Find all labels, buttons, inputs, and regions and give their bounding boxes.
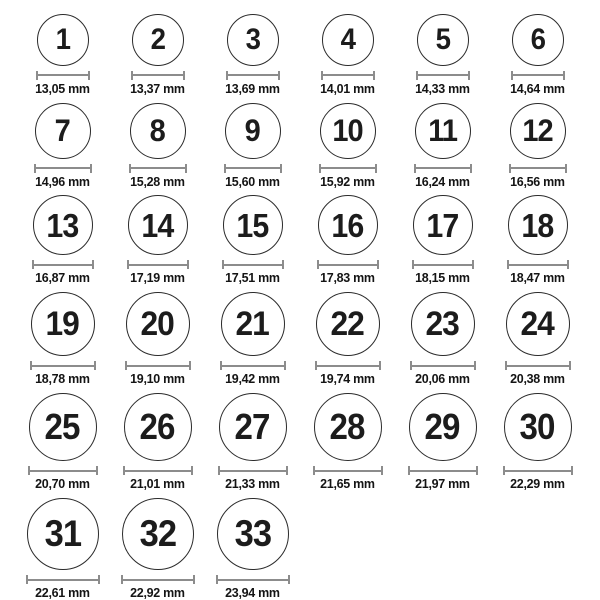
- diameter-label: 20,38 mm: [510, 371, 565, 387]
- ring-size-number: 19: [45, 305, 80, 344]
- ring-circle: [409, 393, 477, 461]
- ring-circle: [122, 498, 194, 570]
- ring-size-item: [490, 291, 585, 386]
- diameter-ruler: [123, 466, 193, 475]
- diameter-label: 22,61 mm: [35, 585, 90, 600]
- ring-circle: [417, 14, 469, 66]
- ring-size-item: [110, 497, 205, 600]
- ring-size-number: 18: [521, 206, 554, 244]
- ring-size-item: [300, 102, 395, 189]
- diameter-label: 18,15 mm: [415, 270, 470, 286]
- diameter-label: 17,19 mm: [130, 270, 185, 286]
- ring-size-number: 3: [245, 22, 260, 56]
- ring-size-number: 15: [236, 206, 269, 244]
- diameter-label: 21,65 mm: [320, 476, 375, 492]
- ring-circle: [225, 103, 281, 159]
- ring-size-number: 9: [244, 111, 261, 148]
- ring-size-number: 23: [425, 305, 460, 344]
- diameter-label: 15,28 mm: [130, 173, 185, 189]
- diameter-label: 19,10 mm: [130, 371, 185, 387]
- ring-circle: [223, 195, 283, 255]
- ring-size-number: 29: [424, 406, 460, 448]
- diameter-label: 14,33 mm: [415, 80, 470, 96]
- diameter-label: 15,92 mm: [320, 173, 375, 189]
- ring-size-number: 12: [522, 111, 553, 148]
- diameter-label: 14,64 mm: [510, 80, 565, 96]
- ring-size-number: 8: [149, 111, 166, 148]
- diameter-label: 21,33 mm: [225, 476, 280, 492]
- ring-size-item: [205, 102, 300, 189]
- diameter-ruler: [321, 71, 375, 80]
- ring-circle: [132, 14, 184, 66]
- diameter-label: 20,06 mm: [415, 371, 470, 387]
- diameter-label: 23,94 mm: [225, 585, 280, 600]
- diameter-ruler: [32, 260, 94, 269]
- diameter-ruler: [511, 71, 565, 80]
- ring-circle: [29, 393, 97, 461]
- ring-size-item: [15, 291, 110, 386]
- diameter-ruler: [410, 361, 476, 370]
- ring-size-item: [15, 195, 110, 286]
- diameter-ruler: [505, 361, 571, 370]
- diameter-label: 17,83 mm: [320, 270, 375, 286]
- diameter-ruler: [34, 164, 92, 173]
- diameter-label: 22,92 mm: [130, 585, 185, 600]
- diameter-ruler: [30, 361, 96, 370]
- ring-circle: [27, 498, 99, 570]
- ring-size-number: 21: [235, 305, 270, 344]
- ring-size-number: 13: [46, 206, 79, 244]
- diameter-label: 14,01 mm: [320, 80, 375, 96]
- ring-size-item: [205, 392, 300, 491]
- diameter-ruler: [503, 466, 573, 475]
- ring-circle: [411, 292, 475, 356]
- diameter-ruler: [317, 260, 379, 269]
- ring-circle: [506, 292, 570, 356]
- ring-size-item: [300, 13, 395, 96]
- ring-size-number: 6: [530, 22, 545, 56]
- ring-circle: [128, 195, 188, 255]
- ring-circle: [33, 195, 93, 255]
- ring-circle: [508, 195, 568, 255]
- ring-circle: [35, 103, 91, 159]
- diameter-ruler: [412, 260, 474, 269]
- ring-circle: [37, 14, 89, 66]
- ring-circle: [510, 103, 566, 159]
- ring-size-item: [205, 195, 300, 286]
- ring-size-number: 31: [44, 512, 81, 555]
- ring-size-item: [110, 392, 205, 491]
- ring-circle: [221, 292, 285, 356]
- ring-circle: [126, 292, 190, 356]
- ring-size-item: [205, 13, 300, 96]
- diameter-ruler: [131, 71, 185, 80]
- ring-size-number: 5: [435, 22, 450, 56]
- diameter-ruler: [414, 164, 472, 173]
- ring-circle: [314, 393, 382, 461]
- diameter-label: 16,24 mm: [415, 173, 470, 189]
- ring-size-number: 20: [140, 305, 175, 344]
- ring-size-number: 26: [139, 406, 175, 448]
- diameter-ruler: [218, 466, 288, 475]
- diameter-ruler: [507, 260, 569, 269]
- diameter-label: 21,01 mm: [130, 476, 185, 492]
- ring-circle: [512, 14, 564, 66]
- diameter-label: 13,37 mm: [130, 80, 185, 96]
- ring-circle: [124, 393, 192, 461]
- diameter-ruler: [216, 575, 290, 584]
- ring-size-number: 25: [44, 406, 80, 448]
- diameter-label: 13,05 mm: [35, 80, 90, 96]
- ring-size-number: 30: [519, 406, 555, 448]
- ring-size-number: 16: [331, 206, 364, 244]
- ring-size-item: [110, 102, 205, 189]
- ring-size-item: [490, 195, 585, 286]
- ring-size-number: 2: [150, 22, 165, 56]
- diameter-ruler: [315, 361, 381, 370]
- ring-size-item: [490, 392, 585, 491]
- diameter-ruler: [224, 164, 282, 173]
- ring-size-item: [110, 195, 205, 286]
- diameter-label: 19,74 mm: [320, 371, 375, 387]
- ring-circle: [504, 393, 572, 461]
- ring-circle: [415, 103, 471, 159]
- diameter-label: 18,47 mm: [510, 270, 565, 286]
- ring-size-item: [300, 392, 395, 491]
- ring-circle: [322, 14, 374, 66]
- ring-size-item: [490, 13, 585, 96]
- ring-size-item: [300, 195, 395, 286]
- diameter-label: 16,87 mm: [35, 270, 90, 286]
- diameter-label: 22,29 mm: [510, 476, 565, 492]
- ring-size-number: 4: [340, 22, 355, 56]
- ring-size-number: 17: [426, 206, 459, 244]
- ring-circle: [31, 292, 95, 356]
- diameter-ruler: [36, 71, 90, 80]
- ring-size-item: [110, 13, 205, 96]
- ring-size-number: 7: [54, 111, 71, 148]
- ring-size-item: [395, 102, 490, 189]
- diameter-label: 15,60 mm: [225, 173, 280, 189]
- diameter-ruler: [313, 466, 383, 475]
- ring-size-item: [15, 102, 110, 189]
- diameter-ruler: [408, 466, 478, 475]
- ring-circle: [320, 103, 376, 159]
- diameter-ruler: [26, 575, 100, 584]
- diameter-label: 21,97 mm: [415, 476, 470, 492]
- ring-size-item: [490, 102, 585, 189]
- ring-size-item: [395, 392, 490, 491]
- ring-size-item: [15, 392, 110, 491]
- ring-size-item: [205, 497, 300, 600]
- ring-size-number: 24: [520, 305, 555, 344]
- diameter-label: 14,96 mm: [35, 173, 90, 189]
- ring-size-item: [395, 291, 490, 386]
- ring-size-number: 33: [234, 512, 271, 555]
- diameter-ruler: [28, 466, 98, 475]
- ring-size-item: [205, 291, 300, 386]
- ring-size-item: [15, 497, 110, 600]
- ring-size-item: [110, 291, 205, 386]
- ring-size-number: 22: [330, 305, 365, 344]
- ring-size-number: 10: [332, 111, 363, 148]
- ring-size-number: 1: [55, 22, 70, 56]
- ring-size-item: [395, 13, 490, 96]
- ring-size-item: [300, 291, 395, 386]
- diameter-ruler: [129, 164, 187, 173]
- ring-size-number: 32: [139, 512, 176, 555]
- ring-circle: [318, 195, 378, 255]
- diameter-label: 16,56 mm: [510, 173, 565, 189]
- diameter-ruler: [121, 575, 195, 584]
- ring-size-number: 11: [428, 111, 457, 148]
- diameter-label: 20,70 mm: [35, 476, 90, 492]
- ring-size-number: 27: [234, 406, 270, 448]
- diameter-label: 13,69 mm: [225, 80, 280, 96]
- diameter-ruler: [127, 260, 189, 269]
- diameter-ruler: [125, 361, 191, 370]
- ring-circle: [219, 393, 287, 461]
- diameter-ruler: [509, 164, 567, 173]
- ring-circle: [413, 195, 473, 255]
- ring-circle: [130, 103, 186, 159]
- ring-size-item: [15, 13, 110, 96]
- ring-circle: [217, 498, 289, 570]
- ring-size-number: 28: [329, 406, 365, 448]
- diameter-ruler: [222, 260, 284, 269]
- diameter-label: 18,78 mm: [35, 371, 90, 387]
- ring-circle: [227, 14, 279, 66]
- diameter-label: 19,42 mm: [225, 371, 280, 387]
- diameter-ruler: [226, 71, 280, 80]
- diameter-ruler: [319, 164, 377, 173]
- diameter-label: 17,51 mm: [225, 270, 280, 286]
- ring-circle: [316, 292, 380, 356]
- ring-size-number: 14: [141, 206, 174, 244]
- diameter-ruler: [220, 361, 286, 370]
- ring-size-item: [395, 195, 490, 286]
- diameter-ruler: [416, 71, 470, 80]
